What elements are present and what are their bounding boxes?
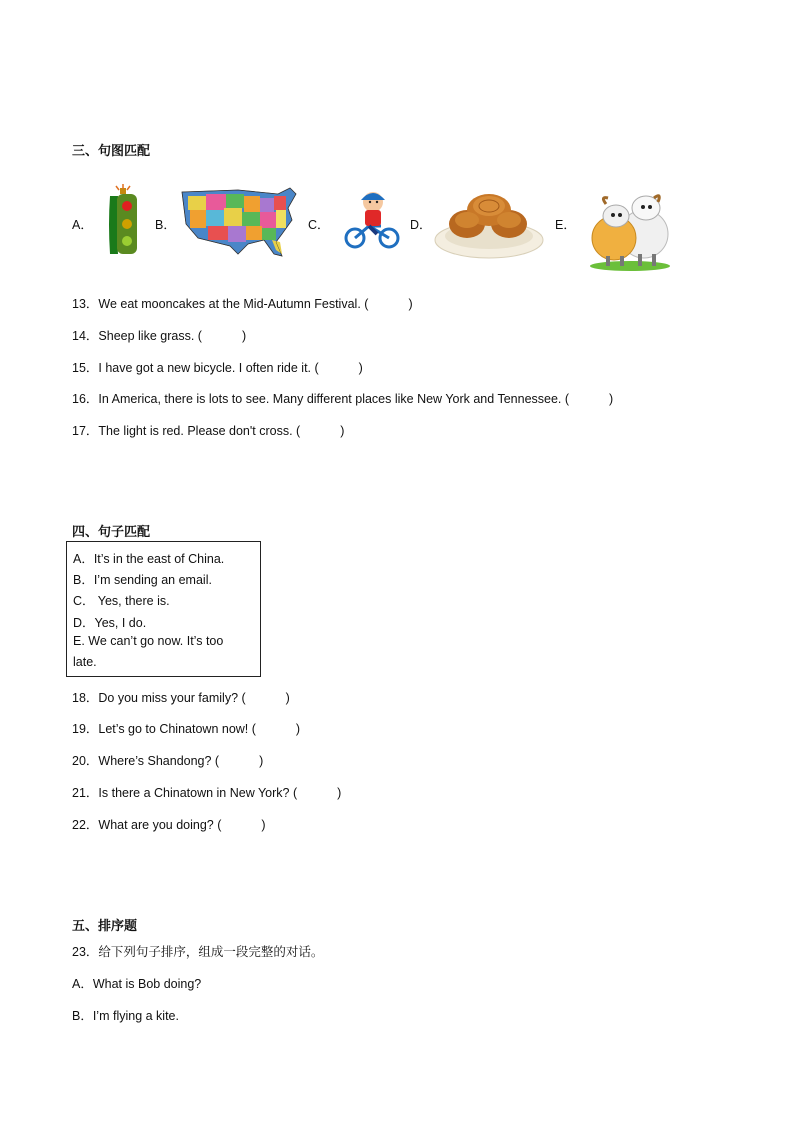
option-b: B．I’m sending an email. xyxy=(73,573,212,587)
question-17 xyxy=(72,421,344,439)
ordering-item-b: B．I’m flying a kite. xyxy=(72,1009,179,1023)
option-d: D．Yes, I do. xyxy=(73,616,147,630)
question-text: Is there a Chinatown in New York? ( xyxy=(98,786,298,800)
option-e-continued: late. xyxy=(73,655,97,669)
image-label-b: B． xyxy=(155,218,176,232)
question-number: 20． xyxy=(72,754,99,768)
question-13 xyxy=(72,294,413,312)
question-number: 13． xyxy=(72,297,99,311)
bracket-close: ) xyxy=(609,392,614,406)
question-text: Where’s Shandong? ( xyxy=(98,754,220,768)
question-16 xyxy=(72,389,613,407)
question-number: 16． xyxy=(72,392,99,406)
bracket-close: ) xyxy=(337,786,342,800)
question-text: Let’s go to Chinatown now! ( xyxy=(98,722,256,736)
bracket-close: ) xyxy=(259,754,264,768)
question-number: 21． xyxy=(72,786,99,800)
question-text: Do you miss your family? ( xyxy=(98,691,246,705)
question-21 xyxy=(72,783,341,801)
question-number: 18． xyxy=(72,691,99,705)
bracket-close: ) xyxy=(408,297,413,311)
question-text: The light is red. Please don't cross. ( xyxy=(98,424,301,438)
option-e: E. We can’t go now. It’s too xyxy=(73,634,224,648)
question-text: Sheep like grass. ( xyxy=(98,329,202,343)
traffic-light-image xyxy=(104,184,142,258)
bracket-close: ) xyxy=(358,361,363,375)
option-a: A．It’s in the east of China. xyxy=(73,552,225,566)
options-box xyxy=(66,541,261,677)
mooncakes-image xyxy=(433,184,545,260)
question-number: 14． xyxy=(72,329,99,343)
bracket-close: ) xyxy=(295,722,301,736)
question-19 xyxy=(72,719,300,737)
usa-map-image xyxy=(178,184,300,260)
image-label-d: D． xyxy=(410,218,432,232)
question-text: In America, there is lots to see. Many different places like New York and Tennessee. ( xyxy=(98,392,570,406)
question-text: We eat mooncakes at the Mid-Autumn Festival. ( xyxy=(98,297,369,311)
question-text: What are you doing? ( xyxy=(98,818,222,832)
question-15 xyxy=(72,358,363,376)
question-14 xyxy=(72,326,246,344)
question-18 xyxy=(72,688,290,706)
question-23-instruction: 23．给下列句子排序，组成一段完整的对话。 xyxy=(72,945,324,959)
image-label-c: C． xyxy=(308,218,330,232)
ordering-item-a: A．What is Bob doing? xyxy=(72,977,202,991)
question-number: 15． xyxy=(72,361,99,375)
section5-heading: 五、排序题 xyxy=(72,918,138,933)
bracket-close: ) xyxy=(285,691,290,705)
section3-heading: 三、句图匹配 xyxy=(72,143,151,158)
section4-heading: 四、句子匹配 xyxy=(72,524,151,539)
question-number: 19． xyxy=(72,722,99,736)
question-number: 22． xyxy=(72,818,99,832)
question-22 xyxy=(72,815,266,833)
image-label-e: E． xyxy=(555,218,576,232)
question-20 xyxy=(72,751,263,769)
question-number: 17． xyxy=(72,424,99,438)
option-c: C． Yes, there is. xyxy=(73,594,170,608)
bracket-close: ) xyxy=(241,329,247,343)
sheep-image xyxy=(586,186,674,272)
question-text: I have got a new bicycle. I often ride it. ( xyxy=(98,361,319,375)
bracket-close: ) xyxy=(340,424,345,438)
bracket-close: ) xyxy=(261,818,266,832)
boy-on-bicycle-image xyxy=(343,188,401,250)
image-label-a: A． xyxy=(72,218,93,232)
